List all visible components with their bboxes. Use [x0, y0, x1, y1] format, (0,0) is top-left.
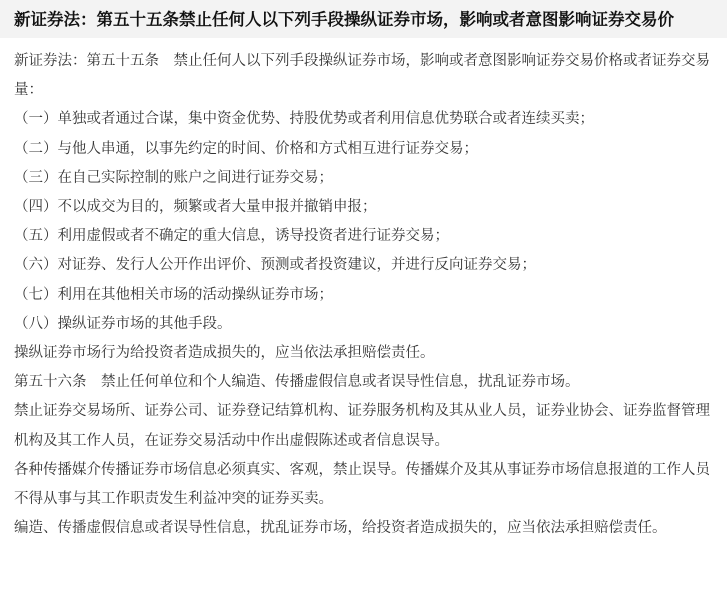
title-bar — [0, 0, 727, 38]
paragraph-liability: 操纵证券市场行为给投资者造成损失的，应当依法承担赔偿责任。 — [14, 345, 435, 362]
article-body — [14, 47, 717, 543]
paragraph-item-6: （六）对证券、发行人公开作出评价、预测或者投资建议，并进行反向证券交易； — [14, 257, 536, 274]
paragraph-item-1: （一）单独或者通过合谋，集中资金优势、持股优势或者利用信息优势联合或者连续买卖； — [14, 111, 594, 128]
paragraph-article-56: 第五十六条 禁止任何单位和个人编造、传播虚假信息或者误导性信息，扰乱证券市场。 — [14, 374, 580, 391]
paragraph-intro: 新证券法：第五十五条 禁止任何人以下列手段操纵证券市场，影响或者意图影响证券交易价格或者证券交易量： — [14, 53, 710, 99]
paragraph-item-7: （七）利用在其他相关市场的活动操纵证券市场； — [14, 286, 333, 303]
paragraph-media: 各种传播媒介传播证券市场信息必须真实、客观，禁止误导。传播媒介及其从事证券市场信息报道的工作人员不得从事与其工作职责发生利益冲突的证券买卖。 — [14, 461, 710, 508]
paragraph-item-8: （八）操纵证券市场的其他手段。 — [14, 315, 232, 332]
paragraph-prohibition: 禁止证券交易场所、证券公司、证券登记结算机构、证券服务机构及其从业人员，证券业协会、证券监督管理机构及其工作人员，在证券交易活动中作出虚假陈述或者信息误导。 — [14, 403, 710, 449]
paragraph-item-5: （五）利用虚假或者不确定的重大信息，诱导投资者进行证券交易； — [14, 228, 449, 245]
paragraph-item-3: （三）在自己实际控制的账户之间进行证券交易； — [14, 169, 333, 186]
paragraph-compensation: 编造、传播虚假信息或者误导性信息，扰乱证券市场，给投资者造成损失的，应当依法承担赔偿责任。 — [14, 520, 667, 537]
paragraph-item-2: （二）与他人串通，以事先约定的时间、价格和方式相互进行证券交易； — [14, 140, 478, 157]
article-title: 新证券法：第五十五条禁止任何人以下列手段操纵证券市场，影响或者意图影响证券交易价 — [14, 10, 674, 29]
paragraph-item-4: （四）不以成交为目的，频繁或者大量申报并撤销申报； — [14, 199, 377, 216]
